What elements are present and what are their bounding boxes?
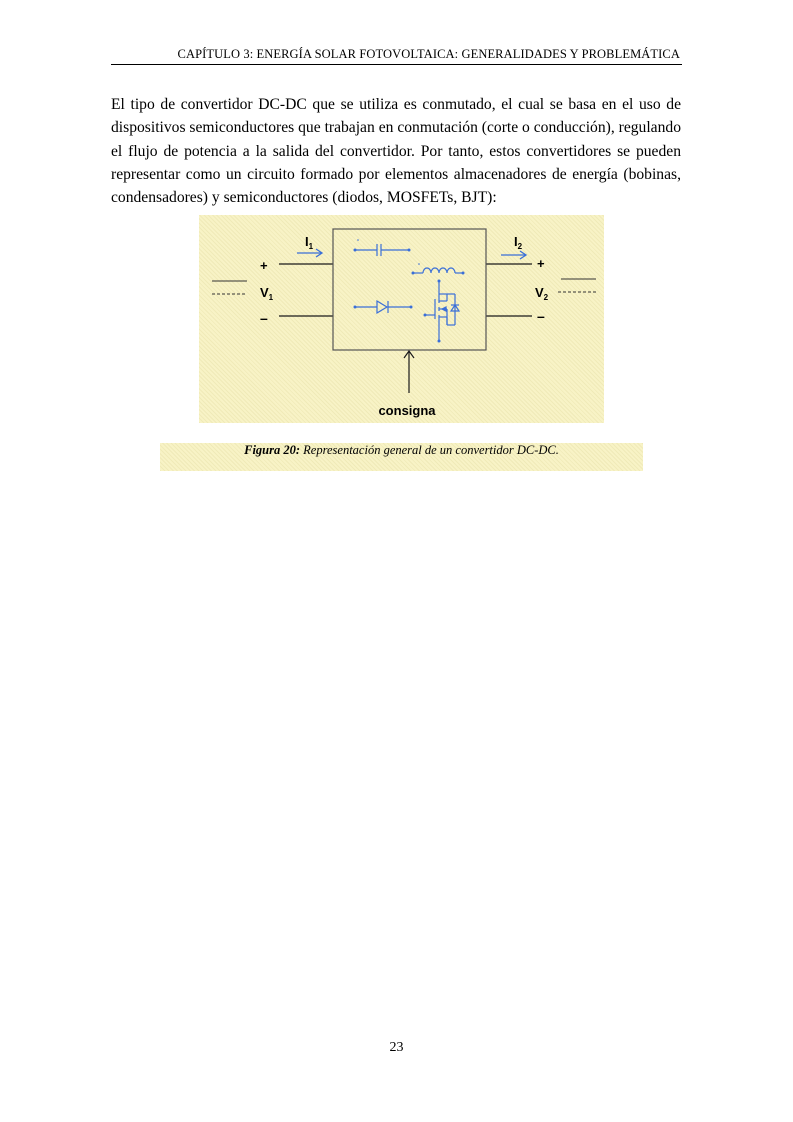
body-paragraph: El tipo de convertidor DC-DC que se utiliza es conmutado, el cual se basa en el uso de dispositivos semiconductores que trabajan en conmutación (corte o conducción), regulando el flujo de potencia a la salida del convertidor. Por tanto, estos convertidores se pueden representar como un circuito formado por elementos almacenadores de energía (bobinas, condensadores) y semiconductores (diodos, MOSFETs, BJT): bbox=[111, 96, 681, 207]
label-i2: $I_2$ bbox=[514, 234, 523, 251]
mosfet-icon bbox=[424, 280, 460, 343]
diode-icon bbox=[354, 301, 413, 313]
inductor-icon bbox=[412, 263, 465, 274]
plus-label-out: + bbox=[537, 256, 545, 271]
caption-label: Figura 20: bbox=[244, 443, 301, 457]
page-header bbox=[111, 44, 682, 65]
plus-label-in: + bbox=[260, 258, 268, 273]
figure-caption bbox=[160, 443, 643, 471]
minus-label-in: – bbox=[260, 310, 268, 326]
label-v1: $V_1$ bbox=[260, 285, 274, 302]
dc-source-icon bbox=[212, 281, 247, 294]
converter-box bbox=[333, 229, 486, 350]
control-arrow bbox=[404, 351, 414, 393]
capacitor-icon bbox=[354, 239, 411, 256]
chapter-title: CAPÍTULO 3: ENERGÍA SOLAR FOTOVOLTAICA: GENERALIDADES Y PROBLEMÁTICA bbox=[177, 47, 680, 61]
current-arrow-out bbox=[501, 251, 526, 259]
label-i1: $I_1$ bbox=[305, 234, 314, 251]
converter-diagram bbox=[199, 215, 604, 423]
dc-output-icon bbox=[558, 279, 596, 292]
caption-text: Representación general de un convertidor DC-DC. bbox=[300, 443, 559, 457]
figure-dcdc-converter bbox=[199, 215, 604, 423]
page-number: 23 bbox=[389, 1040, 404, 1055]
control-label: consigna bbox=[378, 403, 436, 418]
minus-label-out: – bbox=[537, 308, 545, 324]
label-v2: $V_2$ bbox=[535, 285, 549, 302]
